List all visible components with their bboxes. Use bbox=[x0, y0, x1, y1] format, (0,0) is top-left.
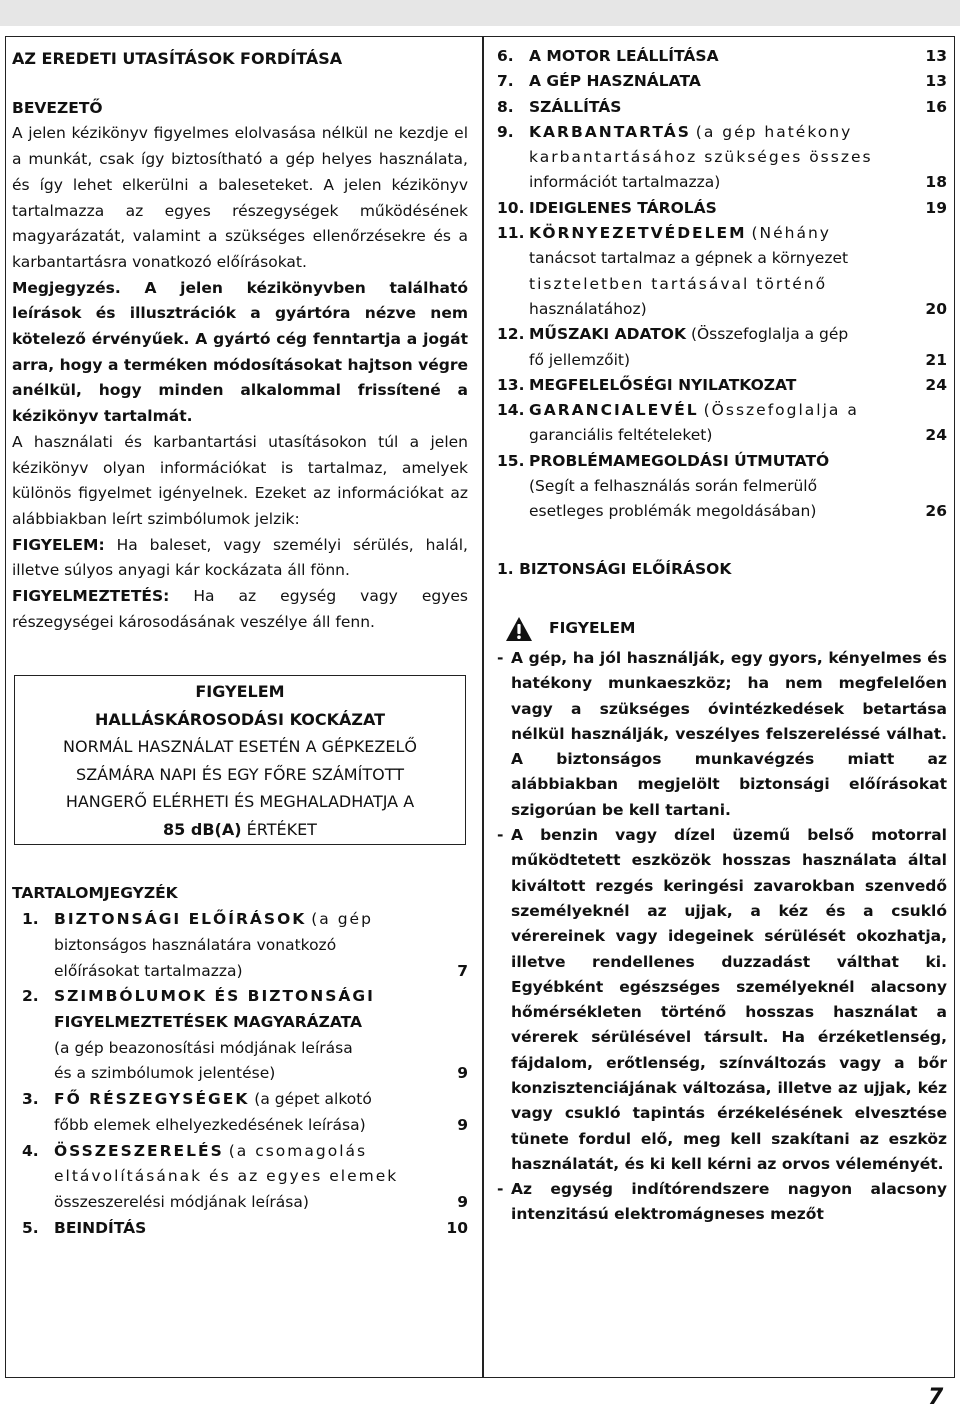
toc-page: 19 bbox=[925, 198, 947, 217]
toc-item-15 bbox=[497, 449, 947, 525]
box-line-3: HANGERŐ ELÉRHETI ÉS MEGHALADHATJA A bbox=[65, 792, 415, 812]
toc-desc: előírásokat tartalmazza) bbox=[54, 961, 243, 980]
toc-desc: főbb elemek elhelyezkedésének leírása) bbox=[54, 1115, 366, 1134]
toc-desc: és a szimbólumok jelentése) bbox=[54, 1064, 276, 1083]
safety-bullets bbox=[497, 646, 947, 1228]
top-bar bbox=[0, 0, 960, 26]
toc-title-text: GARANCIALEVÉL bbox=[529, 401, 699, 420]
toc-title-text: BEINDÍTÁS bbox=[54, 1218, 147, 1237]
toc-num: 14. bbox=[497, 401, 525, 420]
toc-title-text: BIZTONSÁGI ELŐÍRÁSOK bbox=[54, 910, 307, 929]
toc-desc: biztonságos használatára vonatkozó bbox=[54, 935, 337, 954]
note-text: A jelen kézikönyvben található leírások és illusztrációk a gyártóra nézve nem kötelező érvényűek. A gyártó cég fenntartja a jogát arra, hogy a terméken módosításokat hajtson végre anélkül, hogy minden alkalommal frissítené a kézikönyv tartalmát. bbox=[12, 278, 468, 426]
box-subtitle: HALLÁSKÁROSODÁSI KOCKÁZAT bbox=[94, 709, 386, 729]
toc-desc: (Néhány bbox=[751, 224, 831, 243]
caution-text: Ha az egység vagy egyes részegységei károsodásának veszélye áll fenn. bbox=[12, 587, 468, 631]
toc-desc: karbantartásához szükséges összes bbox=[529, 148, 873, 167]
toc-title-text: SZIMBÓLUMOK ÉS BIZTONSÁGI bbox=[54, 987, 375, 1006]
toc-title-text: FIGYELMEZTETÉSEK MAGYARÁZATA bbox=[54, 1012, 363, 1031]
toc-desc: tanácsot tartalmaz a gépnek a környezet bbox=[529, 249, 849, 268]
toc-title-text: A MOTOR LEÁLLÍTÁSA bbox=[529, 47, 719, 65]
toc-num: 7. bbox=[497, 72, 514, 91]
toc-item-10 bbox=[497, 196, 947, 221]
toc-title-text: KARBANTARTÁS bbox=[529, 122, 691, 141]
box-value: 85 dB(A) bbox=[163, 819, 242, 839]
toc-page: 26 bbox=[925, 502, 947, 521]
toc-desc: garanciális feltételeket) bbox=[529, 426, 713, 445]
toc-desc: (Segít a felhasználás során felmerülő bbox=[529, 477, 818, 496]
toc-item-6 bbox=[497, 44, 947, 69]
hearing-warning-box bbox=[14, 675, 466, 845]
caution-definition bbox=[12, 584, 468, 635]
toc-num: 10. bbox=[497, 198, 525, 217]
toc-item-9 bbox=[497, 120, 947, 196]
toc-desc: összeszerelési módjának leírása) bbox=[54, 1192, 309, 1211]
toc-num: 8. bbox=[497, 97, 514, 116]
toc-item-13 bbox=[497, 373, 947, 398]
toc-num: 1. bbox=[22, 910, 39, 929]
intro-text: A jelen kézikönyv figyelmes elolvasása nélkül ne kezdje el a munkát, csak így biztosítható a gép helyes használata, és így lehet elkerülni a baleseteket. A jelen kézikönyv tartalmazza az egyes részegységek működésének magyarázatát, valamint a szükséges ellenőrzésekre és a karbantartásra vonatkozó előírásokat. bbox=[12, 124, 468, 271]
toc-title-text: MŰSZAKI ADATOK bbox=[529, 325, 686, 344]
info-text: A használati és karbantartási utasításokon túl a jelen kézikönyv olyan információkat is tartalmaz, amelyek különös figyelmet igényelnek. Ezeket az információkat az alábbiakban leírt szimbólumok jelzik: bbox=[12, 432, 468, 528]
toc-page: 9 bbox=[457, 1064, 468, 1083]
toc-item-12 bbox=[497, 322, 947, 373]
bullet-text: A benzin vagy dízel üzemű belső motorral működtetett eszközök hosszas használata által kiváltott rezgés keringési zavarokban szenvedő személyeknél az ujjak, a kéz és a csukló vérereinek vagy idegeinek sérülését okozhatja, illetve rendellenes duzzadást válthat ki. Egyébként egészséges személyeknél alacsony hőmérsékleten történő hosszas használat a vérerek sérülésével társult. Ha érzéketlenség, fájdalom, erőtlenség, színváltozás vagy a bőr konzisztenciájának változása, illetve az ujjak, kéz vagy csukló tapintás érzékelésének elvesztése tünete fordul elő, meg kell szakítani az eszköz használatát, és ki kell kérni az orvos véleményét. bbox=[511, 826, 947, 1173]
toc-page: 13 bbox=[925, 72, 947, 91]
toc-desc: információt tartalmazza) bbox=[529, 173, 721, 192]
list-item: - A benzin vagy dízel üzemű belső motorral működtetett eszközök hosszas használata által kiváltott rezgés keringési zavarokban szenvedő személyeknél az ujjak, a kéz és a csukló vérereinek vagy idegeinek sérülését okozhatja, illetve rendellenes duzzadást válthat ki. Egyébként egészséges személyeknél alacsony hőmérsékleten történő hosszas használat a vérerek sérülésével társult. Ha érzéketlenség, fájdalom, erőtlenség, színváltozás vagy a bőr konzisztenciájának változása, illetve az ujjak, kéz vagy csukló tapintás érzékelésének elvesztése tünete fordul elő, meg kell szakítani az eszköz használatát, és ki kell kérni az orvos véleményét. bbox=[497, 823, 947, 1177]
toc-desc: eltávolításának és az egyes elemek bbox=[54, 1167, 399, 1186]
toc-title: TARTALOMJEGYZÉK bbox=[12, 884, 178, 903]
toc-page: 9 bbox=[457, 1192, 468, 1211]
box-title: FIGYELEM bbox=[195, 682, 285, 702]
toc-page: 16 bbox=[925, 97, 947, 116]
bullet-text: A gép, ha jól használják, egy gyors, kényelmes és hatékony munkaeszköz; ha nem megfelelően vagy a szükséges óvintézkedések betartása nélkül használják, veszélyes felszereléssé válhat. A biztonságos munkavégzés miatt az alábbiakban megjelölt biztonsági előírásokat szigorúan be kell tartani. bbox=[511, 648, 947, 819]
note-label: Megjegyzés. bbox=[12, 278, 121, 297]
figyelem-header bbox=[497, 614, 947, 644]
left-column bbox=[12, 44, 468, 1241]
toc-page: 20 bbox=[925, 299, 947, 318]
note-paragraph bbox=[12, 276, 468, 430]
page-number: 7 bbox=[928, 1385, 944, 1410]
toc-desc: (Összefoglalja a bbox=[703, 401, 859, 420]
toc-num: 9. bbox=[497, 122, 514, 141]
toc-num: 11. bbox=[497, 224, 525, 243]
toc-item-3 bbox=[12, 1087, 468, 1138]
toc-desc: (a gép beazonosítási módjának leírása bbox=[54, 1038, 353, 1057]
toc-page: 24 bbox=[925, 375, 947, 394]
toc-title-text: KÖRNYEZETVÉDELEM bbox=[529, 224, 747, 243]
toc-title-text: ÖSSZESZERELÉS bbox=[54, 1141, 224, 1160]
toc-title-text: PROBLÉMAMEGOLDÁSI ÚTMUTATÓ bbox=[529, 451, 830, 470]
toc-desc: (Összefoglalja a gép bbox=[690, 325, 849, 344]
toc-item-4 bbox=[12, 1139, 468, 1216]
warning-triangle-icon bbox=[505, 616, 533, 642]
section-title: 1. BIZTONSÁGI ELŐÍRÁSOK bbox=[497, 559, 732, 578]
column-divider bbox=[482, 36, 484, 1378]
box-line-4 bbox=[15, 816, 465, 843]
toc-right bbox=[497, 44, 947, 525]
toc-num: 5. bbox=[22, 1218, 39, 1237]
box-line-1: NORMÁL HASZNÁLAT ESETÉN A GÉPKEZELŐ bbox=[63, 737, 417, 757]
toc-title-text: SZÁLLÍTÁS bbox=[529, 97, 622, 116]
toc-item-14 bbox=[497, 398, 947, 449]
toc-desc: fő jellemzőit) bbox=[529, 350, 631, 369]
toc-page: 7 bbox=[457, 961, 468, 980]
toc-item-1 bbox=[12, 907, 468, 984]
figyelem-label: FIGYELEM bbox=[549, 619, 636, 638]
toc-desc: (a csomagolás bbox=[228, 1141, 368, 1160]
toc-desc: (a gép hatékony bbox=[695, 122, 853, 141]
right-column bbox=[497, 44, 947, 1228]
toc-page: 9 bbox=[457, 1115, 468, 1134]
toc-title-text: IDEIGLENES TÁROLÁS bbox=[529, 198, 717, 217]
toc-item-7 bbox=[497, 69, 947, 94]
intro-title: BEVEZETŐ bbox=[12, 98, 103, 117]
toc-desc: tiszteletben tartásával történő bbox=[529, 274, 828, 293]
toc-item-8 bbox=[497, 95, 947, 120]
toc-num: 2. bbox=[22, 987, 39, 1006]
box-line-4-suffix: ÉRTÉKET bbox=[246, 819, 317, 839]
toc-item-11 bbox=[497, 221, 947, 322]
bullet-text: Az egység indítórendszere nagyon alacsony intenzitású elektromágneses mezőt bbox=[511, 1180, 947, 1224]
toc-page: 18 bbox=[925, 173, 947, 192]
caution-label: FIGYELMEZTETÉS: bbox=[12, 587, 170, 606]
toc-num: 6. bbox=[497, 47, 514, 65]
list-item: - Az egység indítórendszere nagyon alacsony intenzitású elektromágneses mezőt bbox=[497, 1177, 947, 1228]
toc-desc: (a gépet alkotó bbox=[254, 1090, 372, 1109]
toc-num: 4. bbox=[22, 1141, 39, 1160]
box-line-2: SZÁMÁRA NAPI ÉS EGY FŐRE SZÁMÍTOTT bbox=[76, 764, 404, 784]
toc-page: 21 bbox=[925, 350, 947, 369]
toc-desc: használatához) bbox=[529, 299, 647, 318]
warning-definition bbox=[12, 533, 468, 584]
toc-num: 15. bbox=[497, 451, 525, 470]
warning-text: Ha baleset, vagy személyi sérülés, halál, illetve súlyos anyagi kár kockázata áll fönn. bbox=[12, 535, 468, 580]
toc-num: 3. bbox=[22, 1090, 39, 1109]
toc-num: 13. bbox=[497, 375, 525, 394]
toc-page: 10 bbox=[446, 1218, 468, 1237]
document-heading: AZ EREDETI UTASÍTÁSOK FORDÍTÁSA bbox=[12, 49, 343, 68]
toc-page: 24 bbox=[925, 426, 947, 445]
toc-title-text: MEGFELELŐSÉGI NYILATKOZAT bbox=[529, 375, 797, 394]
toc-page: 13 bbox=[925, 47, 947, 65]
toc-title-text: FŐ RÉSZEGYSÉGEK bbox=[54, 1090, 250, 1109]
toc-item-5 bbox=[12, 1216, 468, 1242]
toc-desc: (a gép bbox=[311, 910, 373, 929]
toc-title-text: A GÉP HASZNÁLATA bbox=[529, 72, 701, 91]
toc-desc: esetleges problémák megoldásában) bbox=[529, 502, 817, 521]
toc-left bbox=[12, 907, 468, 1241]
warning-label: FIGYELEM: bbox=[12, 535, 105, 554]
toc-item-2 bbox=[12, 984, 468, 1087]
list-item: - A gép, ha jól használják, egy gyors, kényelmes és hatékony munkaeszköz; ha nem megfelelően vagy a szükséges óvintézkedések betartása nélkül használják, veszélyes felszereléssé válhat. A biztonságos munkavégzés miatt az alábbiakban megjelölt biztonsági előírásokat szigorúan be kell tartani. bbox=[497, 646, 947, 823]
toc-num: 12. bbox=[497, 325, 525, 344]
